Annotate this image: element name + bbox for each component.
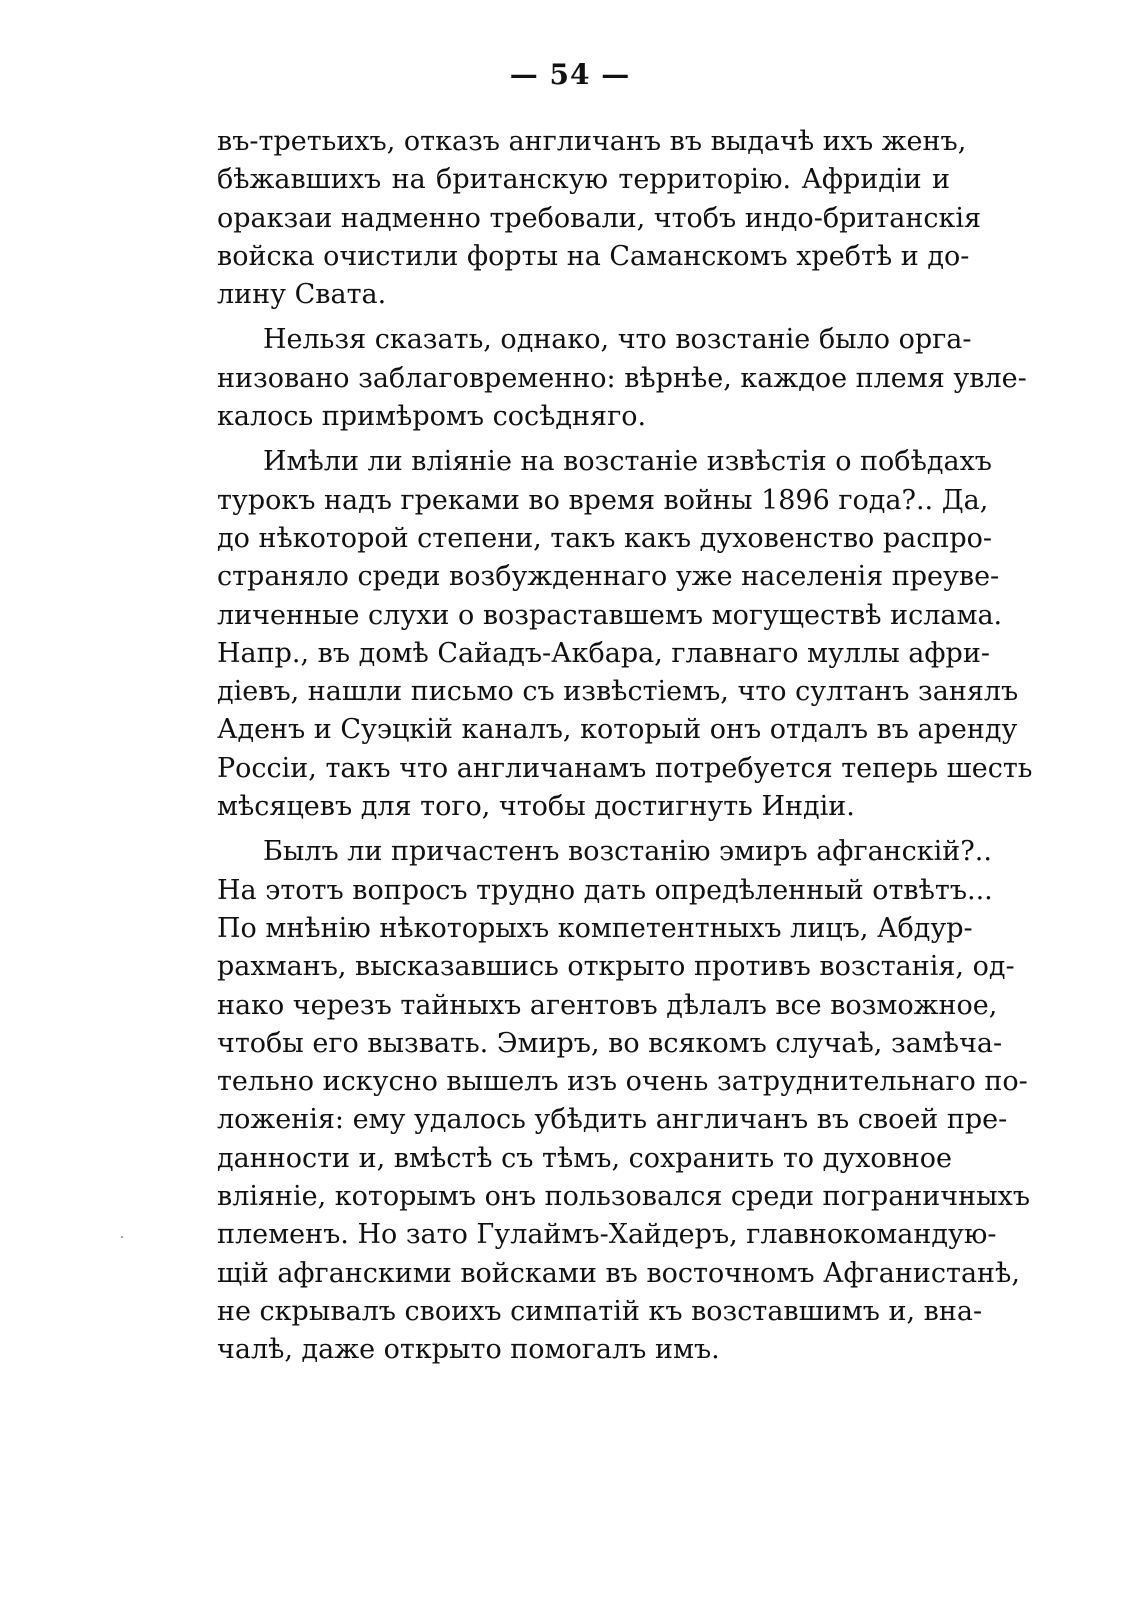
- text-line: калось примѣромъ сосѣдняго.: [217, 401, 647, 433]
- text-line: вліяніе, которымъ онъ пользовался среди пограничныхъ: [217, 1181, 1031, 1213]
- text-line: мѣсяцевъ для того, чтобы достигнуть Индіи.: [217, 791, 855, 823]
- text-line: лину Свата.: [217, 279, 387, 311]
- text-line: Россіи, такъ что англичанамъ потребуется теперь шесть: [217, 752, 1033, 784]
- text-line: чалѣ, даже открыто помогалъ имъ.: [217, 1334, 720, 1366]
- text-line: Былъ ли причастенъ возстанію эмиръ афганскій?..: [263, 836, 992, 868]
- text-line: до нѣкоторой степени, такъ какъ духовенство распро-: [217, 522, 993, 554]
- text-line: чтобы его вызвать. Эмиръ, во всякомъ случаѣ, замѣча-: [217, 1027, 1003, 1059]
- paragraph-2: [217, 321, 1027, 436]
- text-line: тельно искусно вышелъ изъ очень затруднительнаго по-: [217, 1066, 1028, 1098]
- paragraph-3: [217, 443, 1033, 826]
- paragraph-4: [217, 833, 1031, 1369]
- text-line: Аденъ и Суэцкій каналъ, который онъ отдалъ въ аренду: [217, 714, 1018, 746]
- text-line: въ-третьихъ, отказъ англичанъ въ выдачѣ ихъ женъ,: [217, 126, 967, 157]
- text-line: бѣжавшихъ на британскую территорію. Афридіи и: [217, 164, 950, 196]
- text-line: щій афганскими войсками въ восточномъ Афганистанѣ,: [217, 1257, 1020, 1289]
- text-line: страняло среди возбужденнаго уже населенія преуве-: [217, 561, 1000, 593]
- text-line: рахманъ, высказавшись открыто противъ возстанія, од-: [217, 951, 1015, 983]
- text-line: діевъ, нашли письмо съ извѣстіемъ, что султанъ занялъ: [217, 676, 1019, 708]
- text-line: На этотъ вопросъ трудно дать опредѣленный отвѣтъ...: [217, 874, 993, 906]
- margin-speck: [121, 1236, 123, 1238]
- text-line: племенъ. Но зато Гулаймъ-Хайдеръ, главнокомандую-: [217, 1219, 997, 1251]
- text-line: Имѣли ли вліяніе на возстаніе извѣстія о побѣдахъ: [263, 446, 992, 478]
- page-number: — 54 —: [509, 58, 631, 91]
- paragraph-1: [217, 123, 982, 314]
- text-line: Нельзя сказать, однако, что возстаніе было орга-: [263, 324, 972, 356]
- text-line: низовано заблаговременно: вѣрнѣе, каждое племя увле-: [217, 362, 1027, 394]
- text-line: По мнѣнію нѣкоторыхъ компетентныхъ лицъ, Абдур-: [217, 912, 973, 944]
- text-line: личенные слухи о возраставшемъ могуществѣ ислама.: [217, 599, 1003, 631]
- body-text: [217, 123, 1033, 1377]
- text-line: нако черезъ тайныхъ агентовъ дѣлалъ все возможное,: [217, 989, 998, 1021]
- text-line: ложенія: ему удалось убѣдить англичанъ въ своей пре-: [217, 1104, 1008, 1136]
- text-line: турокъ надъ греками во время войны 1896 года?.. Да,: [217, 484, 989, 516]
- text-line: Напр., въ домѣ Сайадъ-Акбара, главнаго муллы афри-: [217, 637, 990, 669]
- text-line: не скрывалъ своихъ симпатій къ возставшимъ и, вна-: [217, 1295, 983, 1327]
- text-line: войска очистили форты на Самaнскомъ хребтѣ и до-: [217, 240, 970, 272]
- text-line: оракзаи надменно требовали, чтобъ индо-британскія: [217, 202, 982, 234]
- text-line: данности и, вмѣстѣ съ тѣмъ, сохранить то духовное: [217, 1142, 953, 1174]
